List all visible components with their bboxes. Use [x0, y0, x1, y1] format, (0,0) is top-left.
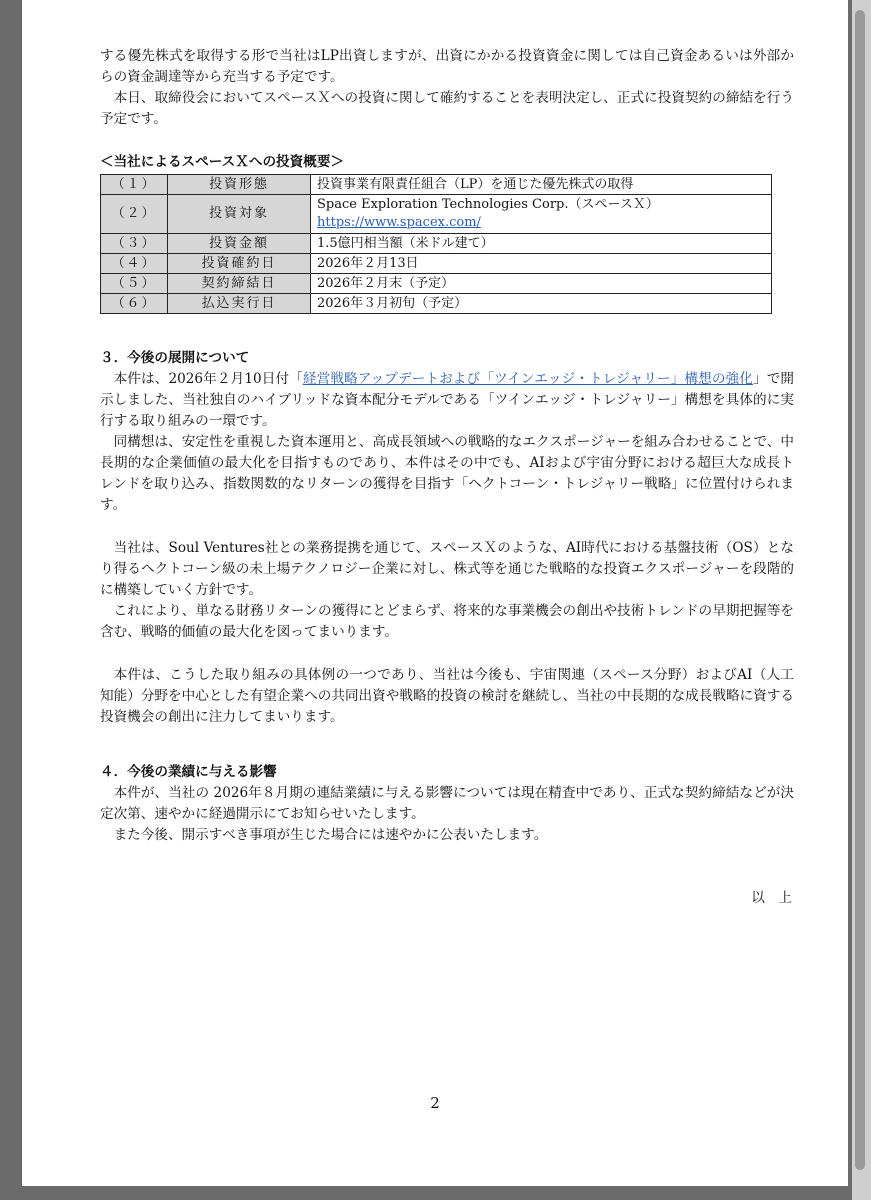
intro-paragraph-2: 本日、取締役会においてスペースＸへの投資に関して確約することを表明決定し、正式に投資契約の締結を行う予定です。	[100, 90, 794, 127]
row-label: 投資対象	[168, 195, 311, 234]
row-label: 投資確約日	[168, 254, 311, 274]
section-3-paragraph-3: 当社は、Soul Ventures社との業務提携を通じて、スペースＸのような、AI時代における基盤技術（OS）となり得るヘクトコーン級の未上場テクノロジー企業に対し、株式等を通じた戦略的な投資エクスポージャーを段階的に構築していく方針です。	[100, 540, 794, 598]
row-value	[311, 195, 772, 234]
summary-title: ＜当社によるスペースＸへの投資概要＞	[100, 154, 345, 170]
row-number: （４）	[101, 254, 168, 274]
row-number: （６）	[101, 294, 168, 314]
page-number: 2	[430, 1094, 440, 1112]
section-3-paragraph-4: これにより、単なる財務リターンの獲得にとどまらず、将来的な事業機会の創出や技術トレンドの早期把握等を含む、戦略的価値の最大化を図ってまいります。	[100, 603, 794, 640]
row-number: （５）	[101, 274, 168, 294]
row-number: （３）	[101, 234, 168, 254]
table-row	[101, 175, 772, 195]
table-row	[101, 274, 772, 294]
table-row	[101, 254, 772, 274]
row-label: 払込実行日	[168, 294, 311, 314]
table-row	[101, 195, 772, 234]
document-page	[22, 0, 848, 1186]
scrollbar-thumb[interactable]	[855, 10, 865, 1170]
section-4-paragraph-1: 本件が、当社の 2026年８月期の連結業績に与える影響については現在精査中であり、正式な契約締結などが決定次第、速やかに経過開示にてお知らせいたします。	[100, 785, 794, 822]
row-value: 投資事業有限責任組合（LP）を通じた優先株式の取得	[311, 175, 772, 195]
paragraph-text: 本件は、2026年２月10日付「	[113, 371, 303, 387]
table-row	[101, 234, 772, 254]
spacex-url-link[interactable]: https://www.spacex.com/	[317, 215, 481, 230]
row-label: 契約締結日	[168, 274, 311, 294]
row-label: 投資形態	[168, 175, 311, 195]
investment-summary-table	[100, 174, 772, 314]
table-row	[101, 294, 772, 314]
row-value: 2026年２月末（予定）	[311, 274, 772, 294]
section-3-paragraph-5: 本件は、こうした取り組みの具体例の一つであり、当社は今後も、宇宙関連（スペース分野）およびAI（人工知能）分野を中心とした有望企業への共同出資や戦略的投資の検討を継続し、当社の中長期的な成長戦略に資する投資機会の創出に注力してまいります。	[100, 667, 794, 725]
document-content	[100, 46, 794, 906]
row-number: （１）	[101, 175, 168, 195]
row-value: 1.5億円相当額（米ドル建て）	[311, 234, 772, 254]
section-3-paragraph-2: 同構想は、安定性を重視した資本運用と、高成長領域への戦略的なエクスポージャーを組み合わせることで、中長期的な企業価値の最大化を目指すものであり、本件はその中でも、AIおよび宇宙分野における超巨大な成長トレンドを取り込み、指数関数的なリターンの獲得を目指す「ヘクトコーン・トレジャリー戦略」に位置付けられます。	[100, 434, 794, 513]
paragraph-text: 」で開示しました、当社独自のハイブリッドな資本配分モデルである「ツインエッジ・トレジャリー」構想を具体的に実行する取り組みの一環です。	[100, 371, 795, 429]
row-value: 2026年３月初旬（予定）	[311, 294, 772, 314]
strategy-update-link[interactable]: 経営戦略アップデートおよび「ツインエッジ・トレジャリー」構想の強化	[302, 371, 753, 387]
row-value: 2026年２月13日	[311, 254, 772, 274]
section-3-paragraph-1	[100, 369, 794, 432]
section-4-heading: ４．今後の業績に与える影響	[100, 764, 277, 780]
closing-mark: 以 上	[751, 890, 792, 906]
investment-target-name: Space Exploration Technologies Corp.（スペースＸ）	[317, 197, 659, 212]
intro-paragraph-1: する優先株式を取得する形で当社はLP出資しますが、出資にかかる投資資金に関しては自己資金あるいは外部からの資金調達等から充当する予定です。	[100, 48, 794, 85]
section-4-paragraph-2: また今後、開示すべき事項が生じた場合には速やかに公表いたします。	[113, 827, 548, 843]
row-number: （２）	[101, 195, 168, 234]
section-3-heading: ３．今後の展開について	[100, 350, 250, 366]
row-label: 投資金額	[168, 234, 311, 254]
